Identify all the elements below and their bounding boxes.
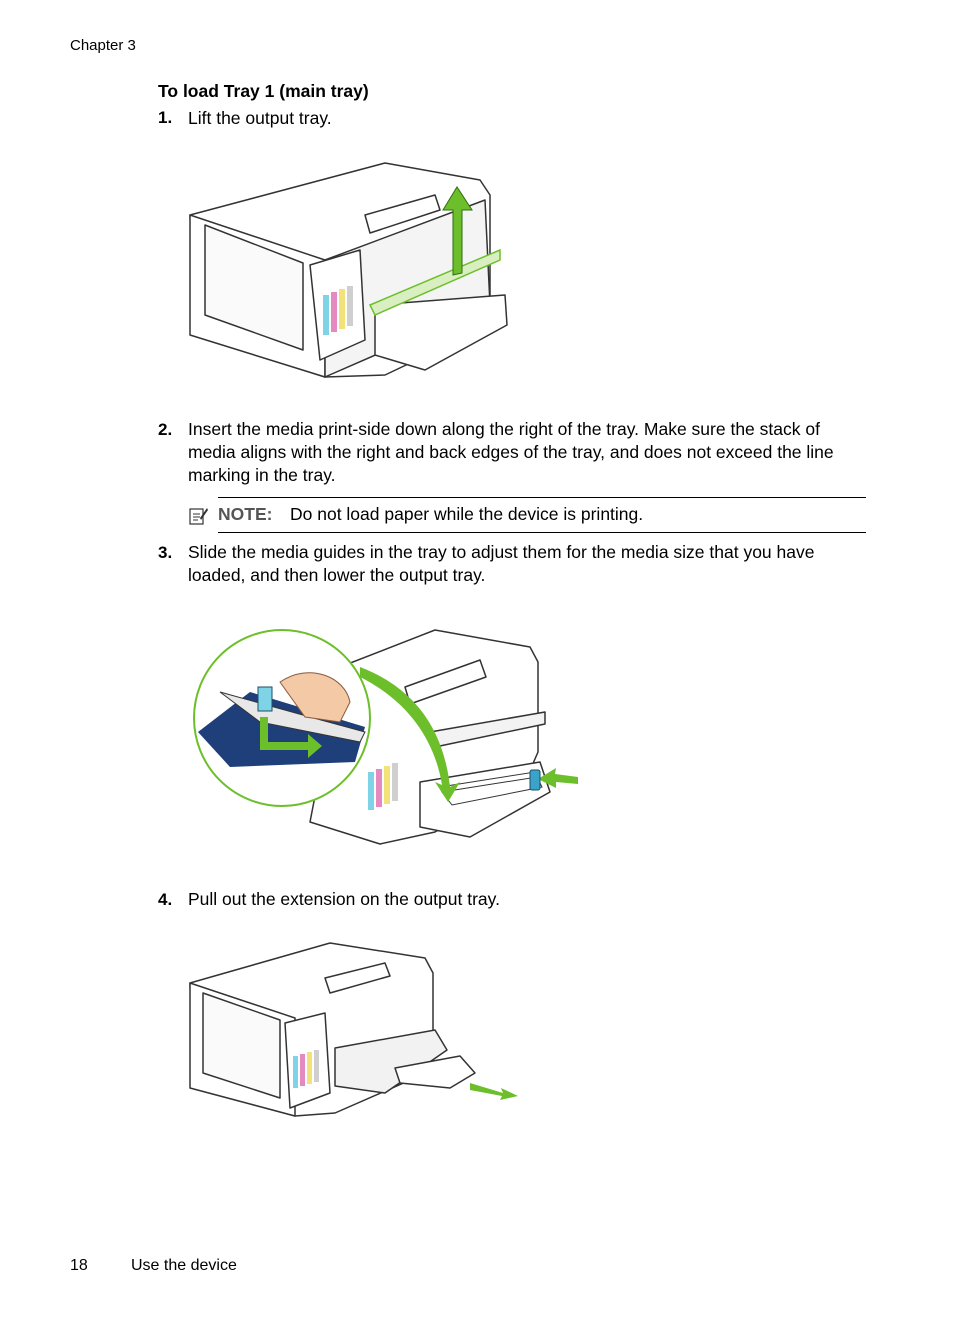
note-icon (188, 506, 208, 526)
note-label: NOTE: (218, 504, 273, 524)
section-heading: To load Tray 1 (main tray) (158, 81, 369, 101)
chapter-label: Chapter 3 (70, 37, 136, 54)
step-2-number: 2. (158, 420, 173, 439)
note-text: Do not load paper while the device is printing. (290, 504, 644, 524)
step-3-number: 3. (158, 543, 173, 562)
step-1-number: 1. (158, 108, 173, 127)
step-3-text: Slide the media guides in the tray to adjust them for the media size that you have loaded, and then lower the output tray. (188, 542, 815, 585)
figure-adjust-media-guides (190, 622, 585, 850)
footer-title: Use the device (131, 1257, 237, 1274)
detail-inset (194, 630, 370, 806)
step-4-number: 4. (158, 890, 173, 909)
figure-lift-output-tray (185, 155, 515, 385)
step-1-text: Lift the output tray. (188, 108, 332, 128)
figure-pull-extension (185, 938, 525, 1123)
page-number: 18 (70, 1257, 88, 1274)
step-2-text: Insert the media print-side down along the right of the tray. Make sure the stack of media aligns with the right and back edges of the tray, and does not exceed the line marking in the tray. (188, 419, 834, 485)
pull-arrow-icon (470, 1083, 518, 1100)
step-4-text: Pull out the extension on the output tray. (188, 889, 500, 909)
